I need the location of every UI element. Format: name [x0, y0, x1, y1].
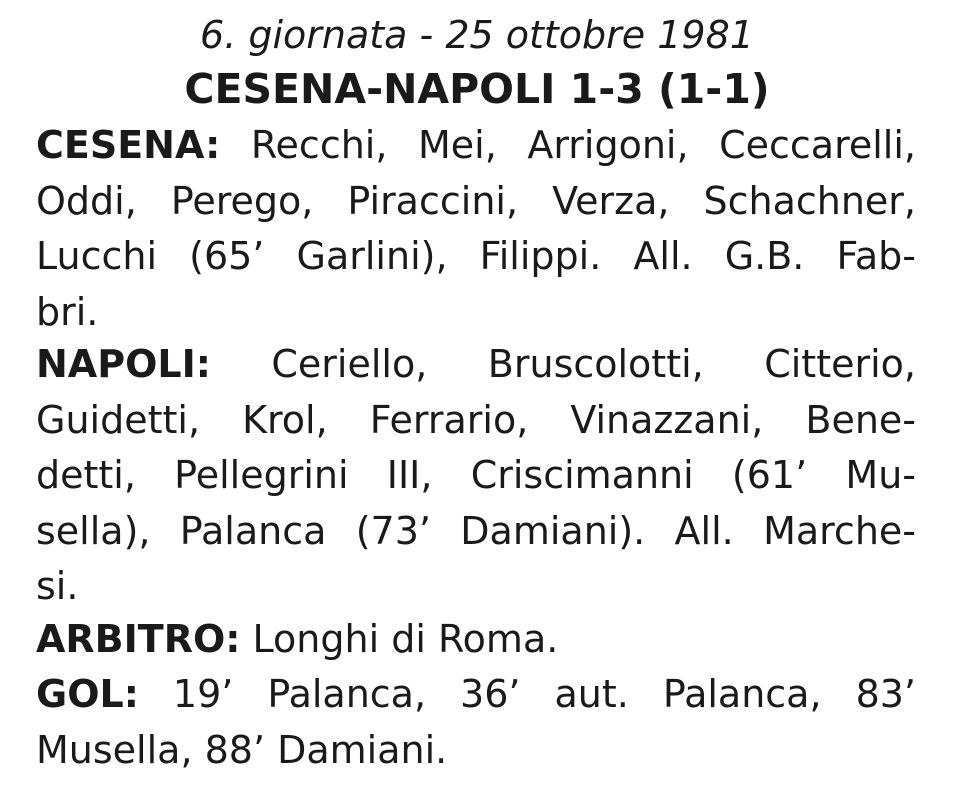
gol-line-2: Musella, 88’ Damiani.: [36, 727, 448, 772]
cesena-label: CESENA:: [36, 123, 221, 167]
cesena-text-1: Recchi, Mei, Arrigoni, Ceccarelli,: [220, 123, 916, 167]
napoli-line-5: si.: [36, 564, 79, 608]
arbitro-text: Longhi di Roma.: [240, 617, 559, 661]
cesena-lineup: [36, 118, 916, 340]
arbitro-label: ARBITRO:: [36, 617, 241, 661]
napoli-text-1: Ceriello, Bruscolotti, Citterio,: [210, 342, 916, 386]
cesena-line-1: [36, 118, 916, 174]
napoli-line-1: [36, 337, 916, 393]
napoli-line-3: detti, Pellegrini III, Criscimanni (61’ Mu-: [36, 453, 916, 497]
round-date-line: 6. giornata - 25 ottobre 1981: [200, 13, 754, 57]
napoli-lineup: [36, 337, 916, 615]
goals-info: [36, 667, 916, 778]
napoli-label: NAPOLI:: [36, 342, 211, 386]
napoli-line-4: sella), Palanca (73’ Damiani). All. Marche-: [36, 508, 916, 553]
cesena-line-4: bri.: [36, 289, 99, 334]
gol-text-1: 19’ Palanca, 36’ aut. Palanca, 83’: [138, 672, 916, 716]
arbitro-line: [36, 612, 916, 668]
napoli-line-2: Guidetti, Krol, Ferrario, Vinazzani, Bene-: [36, 397, 916, 442]
cesena-line-3: Lucchi (65’ Garlini), Filippi. All. G.B. Fab-: [36, 234, 916, 278]
referee-info: [36, 612, 916, 668]
gol-label: GOL:: [36, 672, 139, 716]
cesena-line-2: Oddi, Perego, Piraccini, Verza, Schachner,: [36, 178, 916, 223]
match-result-title: CESENA-NAPOLI 1-3 (1-1): [184, 65, 770, 113]
gol-line-1: [36, 667, 916, 723]
